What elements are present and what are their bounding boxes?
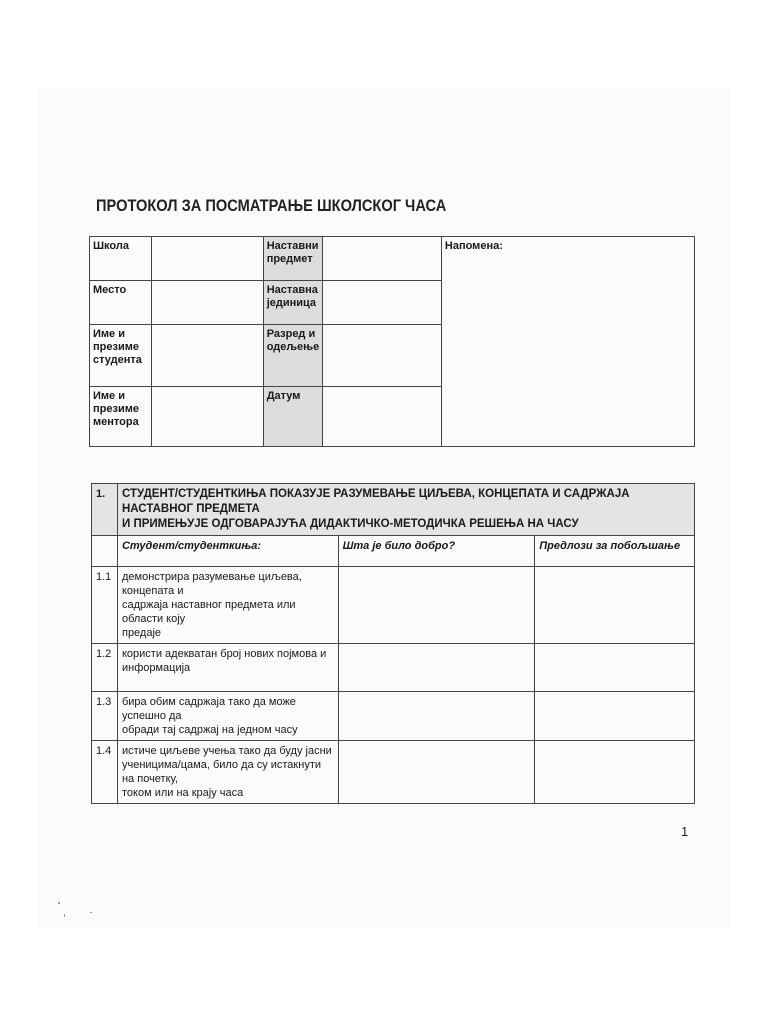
row-improve-field[interactable] [535, 567, 695, 644]
table-row [92, 741, 695, 804]
row-criterion: користи адекватан број нових појмова и информација [117, 644, 338, 692]
column-header-improve: Предлози за побољшање [535, 536, 695, 567]
note-field[interactable] [441, 237, 694, 447]
place-label: Место [90, 281, 152, 325]
student-name-field[interactable] [151, 325, 263, 387]
row-number: 1.4 [92, 741, 118, 804]
mentor-name-field[interactable] [151, 387, 263, 447]
grade-label: Разред и одељење [263, 325, 323, 387]
section-number: 1. [92, 484, 118, 536]
row-good-field[interactable] [338, 567, 535, 644]
subject-field[interactable] [323, 237, 442, 281]
column-header-blank [92, 536, 118, 567]
scan-speck [64, 914, 65, 917]
row-number: 1.1 [92, 567, 118, 644]
row-improve-field[interactable] [535, 692, 695, 741]
row-criterion: демонстрира разумевање циљева, концепата и садржаја наставног предмета или области коју предаје [117, 567, 338, 644]
page-number: 1 [681, 824, 689, 839]
row-number: 1.2 [92, 644, 118, 692]
mentor-name-label: Име и презиме ментора [90, 387, 152, 447]
criteria-table [91, 483, 695, 804]
document-title: ПРОТОКОЛ ЗА ПОСМАТРАЊЕ ШКОЛСКОГ ЧАСА [96, 196, 447, 215]
unit-label: Наставна јединица [263, 281, 323, 325]
row-improve-field[interactable] [535, 644, 695, 692]
row-good-field[interactable] [338, 741, 535, 804]
grade-field[interactable] [323, 325, 442, 387]
scan-speck [90, 912, 92, 913]
row-criterion: бира обим садржаја тако да може успешно да обради тај садржај на једном часу [117, 692, 338, 741]
section-header-row [92, 484, 695, 536]
column-header-good: Шта је било добро? [338, 536, 535, 567]
place-field[interactable] [151, 281, 263, 325]
school-label: Школа [90, 237, 152, 281]
info-table [89, 236, 695, 447]
row-criterion: истиче циљеве учења тако да буду јасни ученицима/цама, било да су истакнути на почетку, током или на крају часа [117, 741, 338, 804]
unit-field[interactable] [323, 281, 442, 325]
scan-speck [58, 902, 60, 904]
subject-label: Наставни предмет [263, 237, 323, 281]
row-good-field[interactable] [338, 644, 535, 692]
table-row [92, 692, 695, 741]
section-title: СТУДЕНТ/СТУДЕНТКИЊА ПОКАЗУЈЕ РАЗУМЕВАЊЕ ЦИЉЕВА, КОНЦЕПАТА И САДРЖАЈА НАСТАВНОГ ПРЕДМЕТА И ПРИМЕЊУЈЕ ОДГОВАРАЈУЋА ДИДАКТИЧКО-МЕТОДИЧКА РЕШЕЊА НА ЧАСУ [117, 484, 694, 536]
date-label: Датум [263, 387, 323, 447]
table-row [92, 567, 695, 644]
date-field[interactable] [323, 387, 442, 447]
student-name-label: Име и презиме студента [90, 325, 152, 387]
row-improve-field[interactable] [535, 741, 695, 804]
note-label: Напомена: [444, 240, 503, 252]
column-header-row [92, 536, 695, 567]
row-good-field[interactable] [338, 692, 535, 741]
row-number: 1.3 [92, 692, 118, 741]
column-header-student: Студент/студенткиња: [117, 536, 338, 567]
table-row [92, 644, 695, 692]
school-field[interactable] [151, 237, 263, 281]
